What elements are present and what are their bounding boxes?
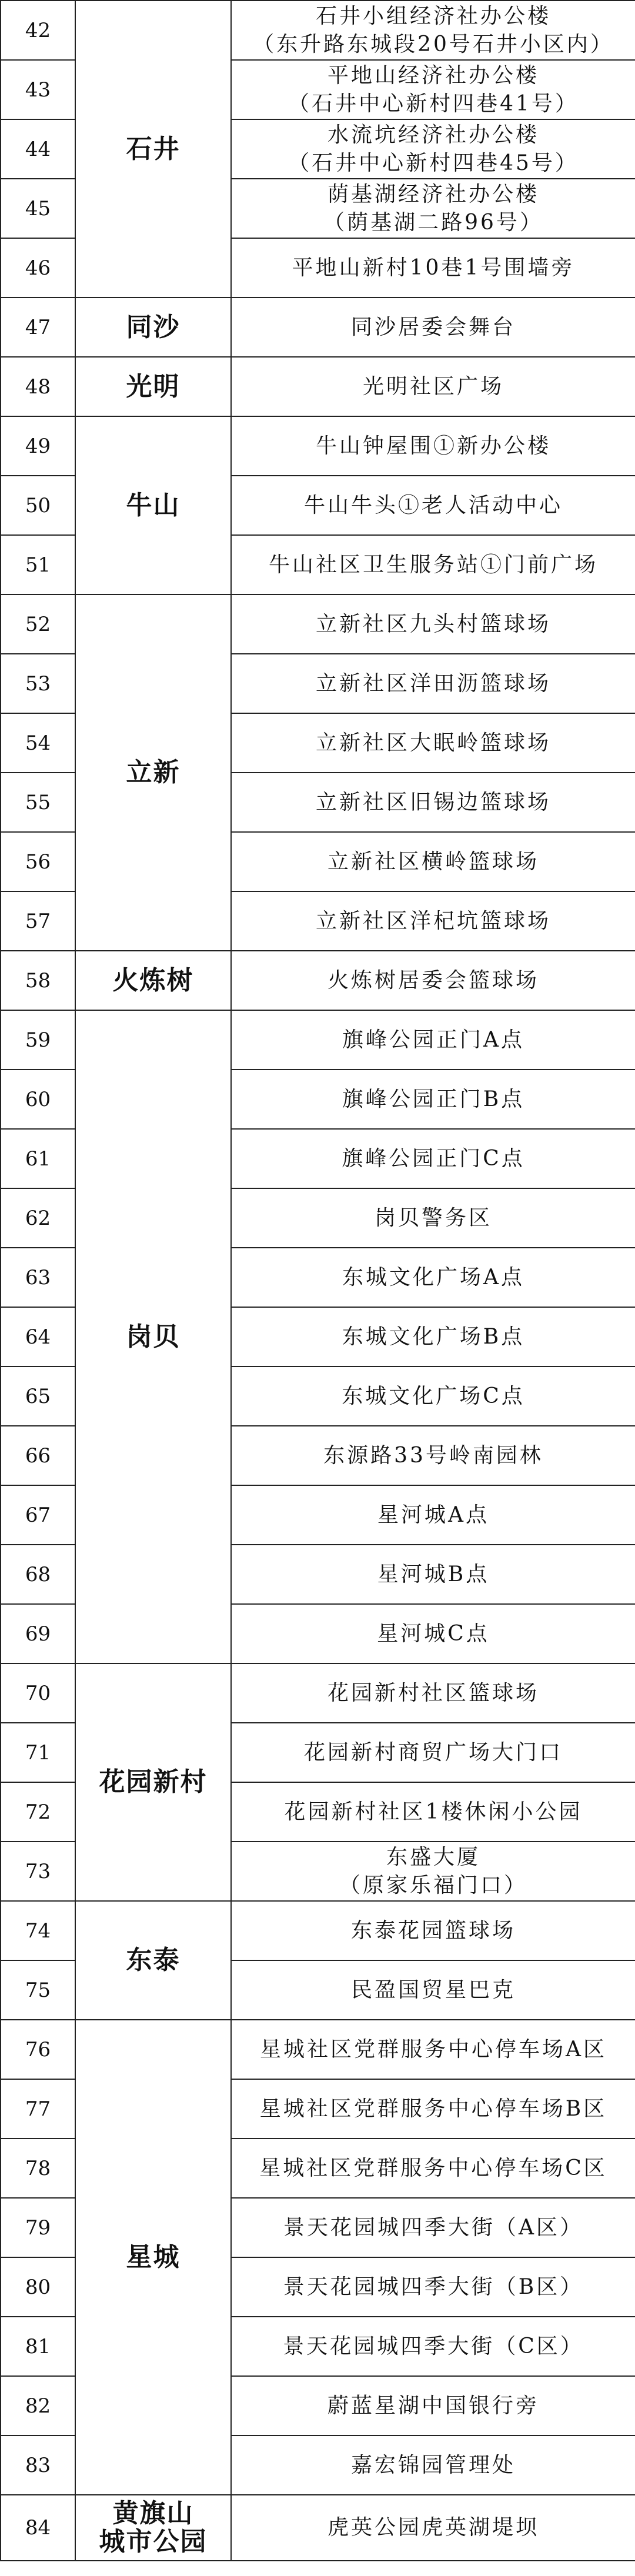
site-location-line: 虎英公园虎英湖堤坝 bbox=[327, 2515, 539, 2540]
site-location-line: 水流坑经济社办公楼 bbox=[327, 122, 539, 147]
community-name bbox=[75, 1010, 231, 1663]
table-row bbox=[1, 951, 635, 1010]
community-name-line: 同沙 bbox=[126, 312, 181, 342]
site-location bbox=[231, 713, 635, 773]
row-number: 81 bbox=[1, 2317, 75, 2376]
site-location bbox=[231, 2435, 635, 2495]
community-name bbox=[75, 1901, 231, 2020]
site-location-line: 旗峰公园正门B点 bbox=[342, 1087, 525, 1111]
table-body bbox=[1, 1, 635, 2561]
row-number: 83 bbox=[1, 2435, 75, 2495]
site-location-line: 光明社区广场 bbox=[362, 374, 504, 399]
row-number: 51 bbox=[1, 535, 75, 594]
row-number: 69 bbox=[1, 1604, 75, 1663]
site-location-line: 民盈国贸星巴克 bbox=[350, 1977, 516, 2002]
site-location bbox=[231, 298, 635, 357]
row-number: 50 bbox=[1, 476, 75, 535]
row-number: 54 bbox=[1, 713, 75, 773]
site-location bbox=[231, 2376, 635, 2435]
site-location bbox=[231, 2079, 635, 2139]
site-location bbox=[231, 594, 635, 654]
row-number: 82 bbox=[1, 2376, 75, 2435]
row-number: 59 bbox=[1, 1010, 75, 1070]
community-name-line: 星城 bbox=[126, 2242, 181, 2272]
site-location-line: 牛山钟屋围①新办公楼 bbox=[315, 433, 551, 458]
row-number: 48 bbox=[1, 357, 75, 416]
site-location-line: 景天花园城四季大街（B区） bbox=[283, 2274, 584, 2299]
site-location-line: 花园新村商贸广场大门口 bbox=[303, 1740, 563, 1765]
site-location bbox=[231, 1663, 635, 1723]
community-name bbox=[75, 2020, 231, 2495]
site-location bbox=[231, 1010, 635, 1070]
row-number: 57 bbox=[1, 891, 75, 951]
row-number: 70 bbox=[1, 1663, 75, 1723]
site-location bbox=[231, 1782, 635, 1842]
site-location bbox=[231, 773, 635, 832]
site-location bbox=[231, 1248, 635, 1307]
table-row bbox=[1, 1663, 635, 1723]
community-name-line: 立新 bbox=[126, 757, 181, 787]
site-location-line: （石井中心新村四巷41号） bbox=[288, 91, 579, 116]
site-location bbox=[231, 476, 635, 535]
site-location bbox=[231, 119, 635, 179]
row-number: 73 bbox=[1, 1842, 75, 1901]
row-number: 66 bbox=[1, 1426, 75, 1485]
row-number: 64 bbox=[1, 1307, 75, 1366]
site-location bbox=[231, 1129, 635, 1188]
site-location-line: 立新社区洋杞坑篮球场 bbox=[315, 908, 551, 933]
row-number: 45 bbox=[1, 179, 75, 238]
site-location bbox=[231, 1070, 635, 1129]
row-number: 43 bbox=[1, 60, 75, 119]
site-location bbox=[231, 1307, 635, 1366]
community-name-line: 城市公园 bbox=[99, 2527, 208, 2557]
site-location-line: 花园新村社区1楼休闲小公园 bbox=[284, 1799, 583, 1824]
site-location bbox=[231, 60, 635, 119]
row-number: 74 bbox=[1, 1901, 75, 1960]
table-row bbox=[1, 357, 635, 416]
site-location-line: （原家乐福门口） bbox=[339, 1873, 527, 1897]
site-location bbox=[231, 238, 635, 298]
site-location-line: 星城社区党群服务中心停车场C区 bbox=[259, 2156, 607, 2180]
table-row bbox=[1, 1901, 635, 1960]
community-name-line: 牛山 bbox=[126, 490, 181, 520]
table-row bbox=[1, 298, 635, 357]
site-location bbox=[231, 1960, 635, 2020]
table-row bbox=[1, 2020, 635, 2079]
community-name bbox=[75, 2495, 231, 2561]
site-location-line: 东泰花园篮球场 bbox=[350, 1918, 516, 1943]
site-location-line: 东城文化广场A点 bbox=[342, 1265, 524, 1289]
site-location-line: 星河城A点 bbox=[377, 1502, 489, 1527]
site-location bbox=[231, 1545, 635, 1604]
site-location-line: 立新社区横岭篮球场 bbox=[327, 849, 539, 874]
site-location bbox=[231, 951, 635, 1010]
row-number: 63 bbox=[1, 1248, 75, 1307]
site-location bbox=[231, 2139, 635, 2198]
row-number: 67 bbox=[1, 1485, 75, 1545]
row-number: 75 bbox=[1, 1960, 75, 2020]
community-name-line: 光明 bbox=[126, 371, 181, 402]
community-name bbox=[75, 594, 231, 951]
site-location-line: 立新社区旧锡边篮球场 bbox=[315, 790, 551, 814]
site-location-line: （东升路东城段20号石井小区内） bbox=[253, 32, 614, 56]
row-number: 62 bbox=[1, 1188, 75, 1248]
row-number: 53 bbox=[1, 654, 75, 713]
row-number: 76 bbox=[1, 2020, 75, 2079]
site-location-line: 嘉宏锦园管理处 bbox=[350, 2453, 516, 2477]
community-name bbox=[75, 357, 231, 416]
site-location bbox=[231, 1901, 635, 1960]
site-location-line: 东盛大厦 bbox=[386, 1845, 480, 1869]
site-location bbox=[231, 535, 635, 594]
community-name-line: 岗贝 bbox=[126, 1321, 181, 1352]
site-location bbox=[231, 1723, 635, 1782]
site-location bbox=[231, 2495, 635, 2561]
row-number: 80 bbox=[1, 2257, 75, 2317]
row-number: 44 bbox=[1, 119, 75, 179]
row-number: 71 bbox=[1, 1723, 75, 1782]
site-location-line: 荫基湖经济社办公楼 bbox=[327, 182, 539, 206]
table-row bbox=[1, 416, 635, 476]
site-location bbox=[231, 2317, 635, 2376]
community-name bbox=[75, 1663, 231, 1901]
site-location bbox=[231, 179, 635, 238]
site-location-line: 火炼树居委会篮球场 bbox=[327, 968, 539, 993]
site-location-line: 立新社区洋田沥篮球场 bbox=[315, 671, 551, 696]
community-name-line: 石井 bbox=[126, 133, 181, 164]
row-number: 49 bbox=[1, 416, 75, 476]
table-row bbox=[1, 594, 635, 654]
site-location bbox=[231, 1842, 635, 1901]
site-location bbox=[231, 1604, 635, 1663]
community-name bbox=[75, 298, 231, 357]
community-name-line: 火炼树 bbox=[112, 965, 194, 995]
community-name-line: 东泰 bbox=[126, 1945, 181, 1975]
site-location-line: 蔚蓝星湖中国银行旁 bbox=[327, 2393, 539, 2418]
site-location bbox=[231, 2257, 635, 2317]
site-location bbox=[231, 891, 635, 951]
row-number: 61 bbox=[1, 1129, 75, 1188]
row-number: 65 bbox=[1, 1366, 75, 1426]
site-location-line: 东源路33号岭南园林 bbox=[323, 1443, 543, 1468]
community-name-line: 花园新村 bbox=[99, 1767, 208, 1797]
site-location bbox=[231, 357, 635, 416]
site-location-line: 立新社区九头村篮球场 bbox=[315, 612, 551, 636]
site-location-line: 岗贝警务区 bbox=[374, 1205, 492, 1230]
site-location-line: 平地山新村10巷1号围墙旁 bbox=[292, 255, 575, 280]
site-location-line: （石井中心新村四巷45号） bbox=[288, 151, 579, 175]
row-number: 79 bbox=[1, 2198, 75, 2257]
site-location-line: 景天花园城四季大街（C区） bbox=[283, 2334, 584, 2358]
row-number: 72 bbox=[1, 1782, 75, 1842]
row-number: 46 bbox=[1, 238, 75, 298]
site-location bbox=[231, 1485, 635, 1545]
row-number: 58 bbox=[1, 951, 75, 1010]
community-name-line: 黄旗山 bbox=[112, 2498, 194, 2528]
site-location-line: 东城文化广场C点 bbox=[342, 1384, 525, 1408]
site-location bbox=[231, 1, 635, 60]
row-number: 77 bbox=[1, 2079, 75, 2139]
site-location-line: 平地山经济社办公楼 bbox=[327, 63, 539, 88]
community-name bbox=[75, 951, 231, 1010]
row-number: 84 bbox=[1, 2495, 75, 2561]
table-row bbox=[1, 2495, 635, 2561]
site-location-line: 旗峰公园正门C点 bbox=[342, 1146, 525, 1171]
table-row bbox=[1, 1, 635, 60]
site-location-line: 星城社区党群服务中心停车场A区 bbox=[260, 2037, 607, 2062]
row-number: 47 bbox=[1, 298, 75, 357]
site-location bbox=[231, 416, 635, 476]
site-location-line: 星河城B点 bbox=[377, 1562, 490, 1586]
row-number: 68 bbox=[1, 1545, 75, 1604]
site-location-line: 景天花园城四季大街（A区） bbox=[283, 2215, 583, 2240]
row-number: 52 bbox=[1, 594, 75, 654]
site-location-line: 花园新村社区篮球场 bbox=[327, 1680, 539, 1705]
site-location bbox=[231, 832, 635, 891]
site-location-line: 旗峰公园正门A点 bbox=[342, 1027, 524, 1052]
site-location bbox=[231, 1426, 635, 1485]
site-location bbox=[231, 2020, 635, 2079]
site-location bbox=[231, 654, 635, 713]
row-number: 78 bbox=[1, 2139, 75, 2198]
site-location-line: 星城社区党群服务中心停车场B区 bbox=[259, 2096, 607, 2121]
site-location-line: 星河城C点 bbox=[377, 1621, 490, 1646]
site-location-line: 牛山牛头①老人活动中心 bbox=[303, 493, 563, 517]
site-location-line: 同沙居委会舞台 bbox=[350, 315, 516, 339]
community-name bbox=[75, 1, 231, 298]
site-location-line: 立新社区大眠岭篮球场 bbox=[315, 730, 551, 755]
site-location-line: 牛山社区卫生服务站①门前广场 bbox=[268, 552, 598, 577]
site-location bbox=[231, 1366, 635, 1426]
row-number: 56 bbox=[1, 832, 75, 891]
site-location-line: 石井小组经济社办公楼 bbox=[315, 4, 551, 28]
row-number: 60 bbox=[1, 1070, 75, 1129]
table-row bbox=[1, 1010, 635, 1070]
site-location bbox=[231, 2198, 635, 2257]
row-number: 42 bbox=[1, 1, 75, 60]
site-location-line: （荫基湖二路96号） bbox=[323, 210, 543, 235]
site-location-line: 东城文化广场B点 bbox=[342, 1324, 525, 1349]
row-number: 55 bbox=[1, 773, 75, 832]
site-location bbox=[231, 1188, 635, 1248]
community-name bbox=[75, 416, 231, 594]
